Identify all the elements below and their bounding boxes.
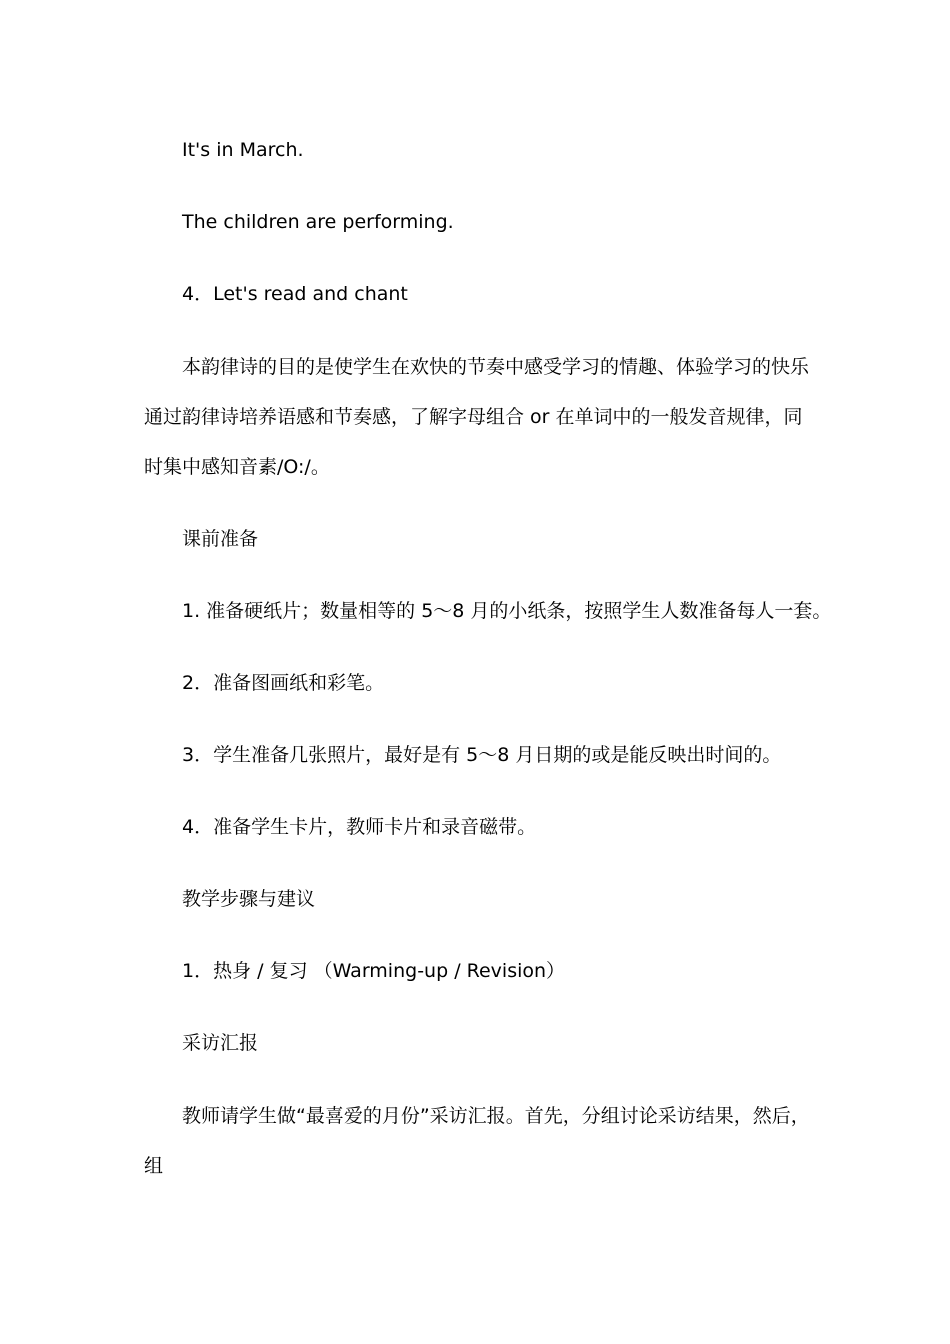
paragraph-chant-purpose: 本韵律诗的目的是使学生在欢快的节奏中感受学习的情趣、体验学习的快乐通过韵律诗培养语感和节奏感，了解字母组合 or 在单词中的一般发音规律，同时集中感知音素/O:/。: [144, 356, 810, 478]
list-item-preparation-2: 2．准备图画纸和彩笔。: [182, 672, 385, 694]
list-item-warming-up: 1．热身 / 复习 （Warming-up / Revision）: [182, 960, 566, 982]
list-item-preparation-3: 3．学生准备几张照片，最好是有 5～8 月日期的或是能反映出时间的。: [182, 744, 782, 766]
list-item-preparation-1: 1. 准备硬纸片；数量相等的 5～8 月的小纸条，按照学生人数准备每人一套。: [182, 600, 832, 622]
heading-teaching-steps: 教学步骤与建议: [182, 888, 316, 910]
heading-preparation: 课前准备: [182, 528, 259, 550]
paragraph-children-performing: The children are performing.: [182, 211, 454, 233]
heading-interview-report: 采访汇报: [182, 1032, 259, 1054]
paragraph-its-in-march: It's in March.: [182, 139, 304, 161]
paragraph-read-and-chant: 4．Let's read and chant: [182, 283, 408, 305]
list-item-preparation-4: 4．准备学生卡片，教师卡片和录音磁带。: [182, 816, 537, 838]
paragraph-interview-instructions: 教师请学生做“最喜爱的月份”采访汇报。首先，分组讨论采访结果，然后，组: [144, 1105, 810, 1177]
